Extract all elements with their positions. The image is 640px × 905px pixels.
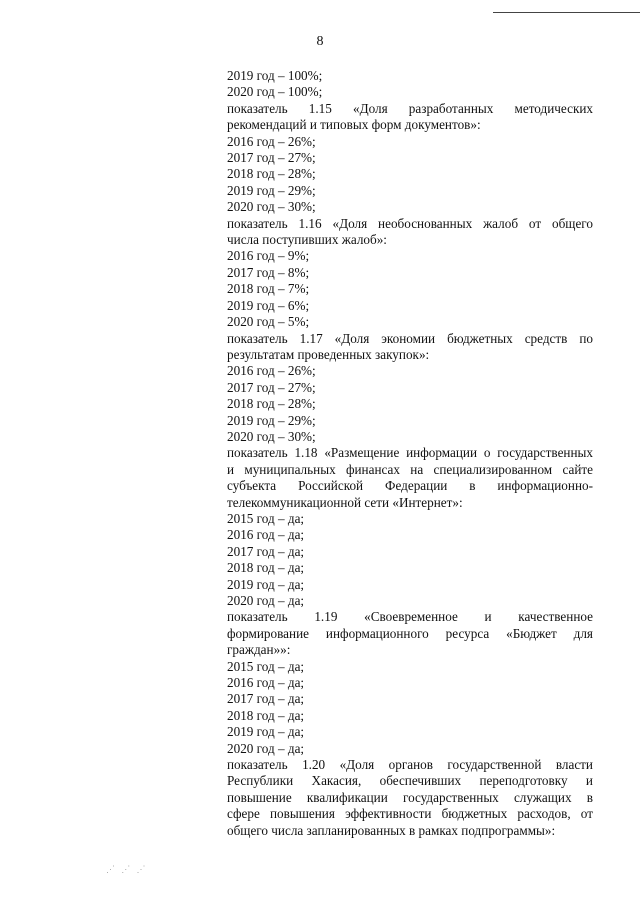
text-line: 2016 год – да; bbox=[227, 527, 305, 543]
text-line: 2017 год – да; bbox=[227, 691, 305, 707]
text-line: формирование информационного ресурса «Бюджет для bbox=[227, 625, 593, 641]
text-line: 2017 год – да; bbox=[227, 543, 305, 559]
text-line: 2018 год – 28%; bbox=[227, 166, 316, 182]
document-body bbox=[227, 68, 593, 839]
text-line: 2017 год – 27%; bbox=[227, 150, 316, 166]
text-line: общего числа запланированных в рамках подпрограммы»: bbox=[227, 822, 556, 838]
text-line: 2017 год – 27%; bbox=[227, 379, 316, 395]
text-line: сфере повышения эффективности бюджетных расходов, от bbox=[227, 806, 593, 822]
text-line: показатель 1.16 «Доля необоснованных жалоб от общего bbox=[227, 215, 593, 231]
text-line: 2016 год – 26%; bbox=[227, 133, 316, 149]
text-line: 2020 год – 100%; bbox=[227, 84, 323, 100]
text-line: 2019 год – 29%; bbox=[227, 182, 316, 198]
text-line: Республики Хакасия, обеспечивших переподготовку и bbox=[227, 773, 593, 789]
text-line: 2020 год – да; bbox=[227, 593, 305, 608]
text-line: показатель 1.19 «Своевременное и качественное bbox=[227, 609, 593, 625]
text-line: 2019 год – 29%; bbox=[227, 412, 316, 428]
text-line: результатам проведенных закупок»: bbox=[227, 346, 430, 362]
text-line: 2015 год – да; bbox=[227, 510, 305, 526]
text-line: повышение квалификации государственных служащих в bbox=[227, 789, 593, 805]
text-line: 2018 год – да; bbox=[227, 560, 305, 576]
text-line: 2019 год – 6%; bbox=[227, 297, 310, 313]
text-line: граждан»»: bbox=[227, 642, 291, 658]
text-line: 2015 год – да; bbox=[227, 658, 305, 674]
text-line: 2020 год – да; bbox=[227, 740, 305, 756]
text-line: 2016 год – 9%; bbox=[227, 248, 310, 264]
text-line: 2016 год – 26%; bbox=[227, 363, 316, 379]
text-line: 2018 год – 7%; bbox=[227, 281, 310, 297]
text-line: 2018 год – 28%; bbox=[227, 396, 316, 412]
page-number: 8 bbox=[316, 34, 324, 49]
text-line: 2019 год – 100%; bbox=[227, 68, 323, 83]
scan-footer-mark: ⋰ ⋰ ⋰ bbox=[106, 864, 148, 874]
text-line: показатель 1.20 «Доля органов государственной власти bbox=[227, 757, 593, 773]
text-line: 2017 год – 8%; bbox=[227, 264, 310, 280]
text-line: и муниципальных финансах на специализированном сайте bbox=[227, 461, 593, 477]
text-line: субъекта Российской Федерации в информационно- bbox=[227, 478, 593, 494]
text-line: 2016 год – да; bbox=[227, 675, 305, 691]
text-line: телекоммуникационной сети «Интернет»: bbox=[227, 494, 463, 510]
text-line: показатель 1.15 «Доля разработанных методических bbox=[227, 100, 593, 116]
text-line: показатель 1.17 «Доля экономии бюджетных средств по bbox=[227, 330, 593, 346]
top-edge-rule bbox=[493, 12, 640, 13]
text-line: 2019 год – да; bbox=[227, 576, 305, 592]
text-line: 2020 год – 5%; bbox=[227, 314, 310, 330]
text-line: 2020 год – 30%; bbox=[227, 428, 316, 444]
text-line: показатель 1.18 «Размещение информации о государственных bbox=[227, 445, 593, 461]
text-line: 2019 год – да; bbox=[227, 724, 305, 740]
text-line: 2020 год – 30%; bbox=[227, 199, 316, 215]
text-line: рекомендаций и типовых форм документов»: bbox=[227, 117, 481, 133]
text-line: числа поступивших жалоб»: bbox=[227, 232, 387, 248]
text-line: 2018 год – да; bbox=[227, 707, 305, 723]
